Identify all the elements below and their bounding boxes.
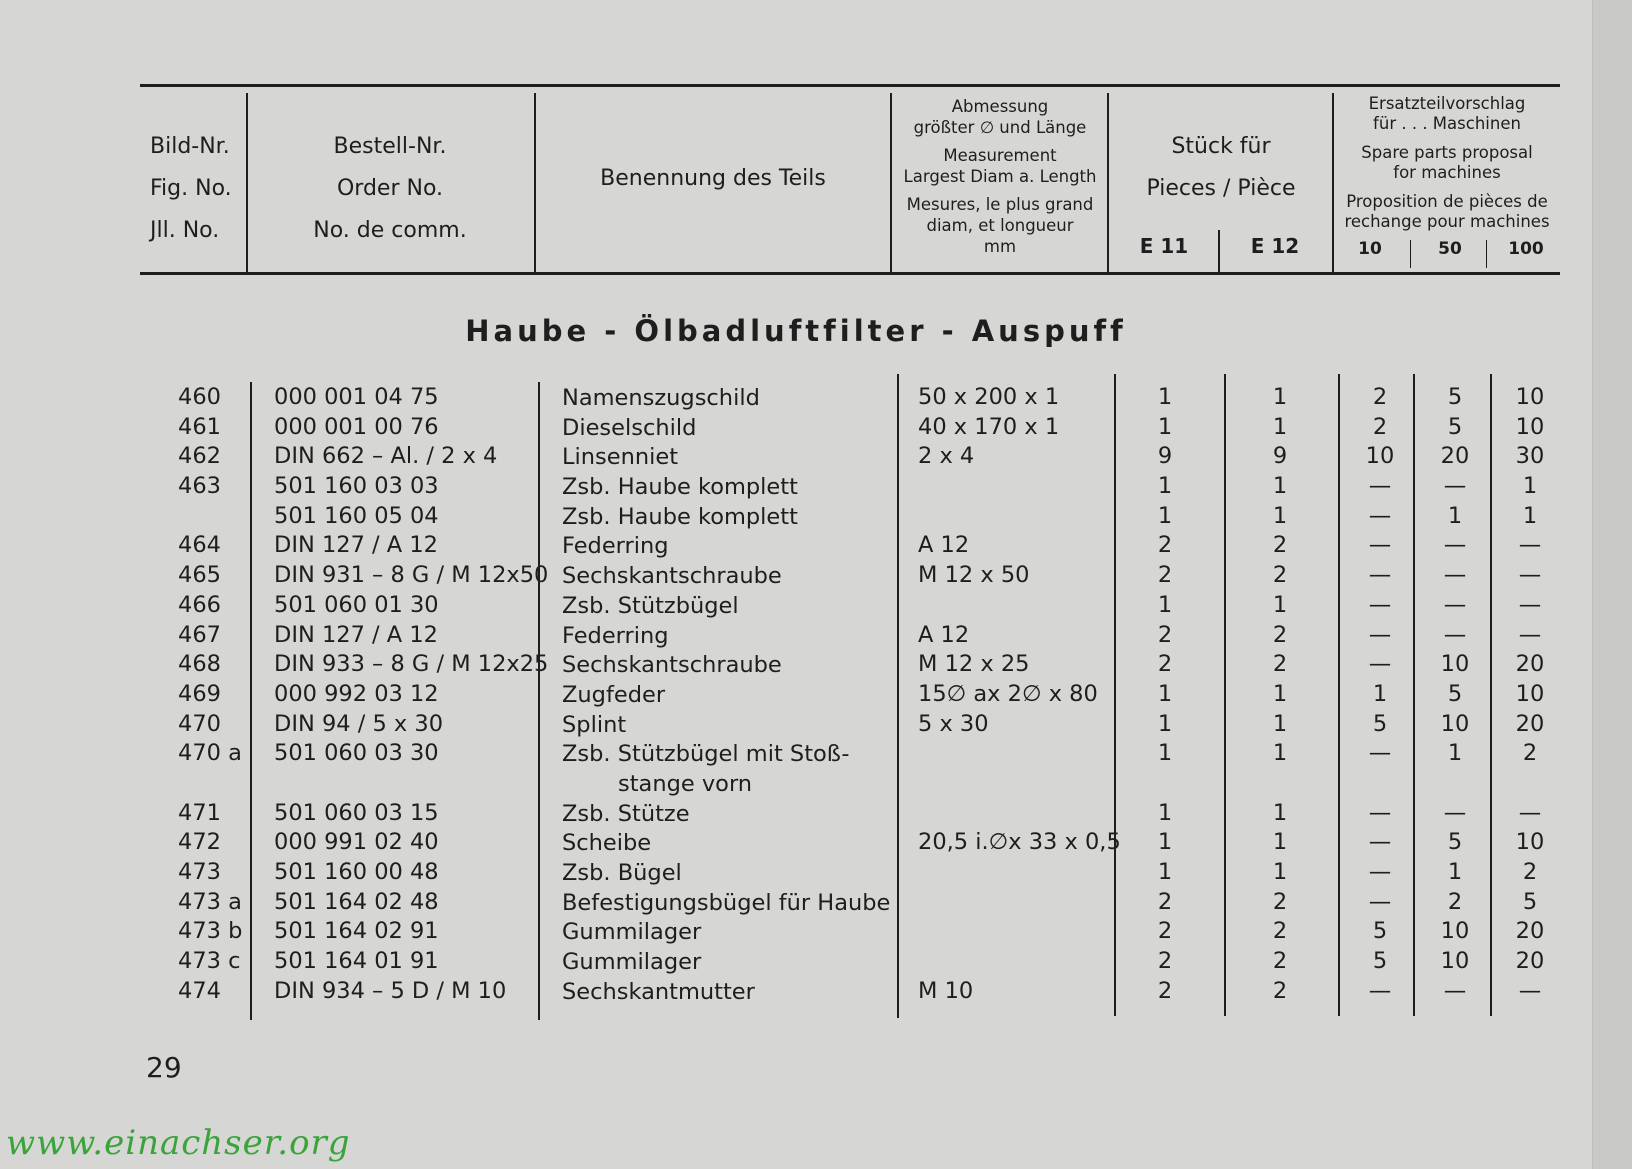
order-number: 000 001 04 75 (274, 384, 439, 410)
order-number: DIN 94 / 5 x 30 (274, 710, 444, 737)
header-fig-no-en: Fig. No. (150, 176, 232, 201)
header-dimension-line: Abmessung (951, 97, 1049, 116)
header-divider (1486, 240, 1487, 268)
spare-100: — (1518, 591, 1542, 618)
spare-50: 5 (1447, 413, 1463, 440)
spare-100: 2 (1522, 740, 1538, 767)
qty-e12: 1 (1272, 680, 1288, 707)
order-number: 501 060 01 30 (274, 591, 439, 618)
spare-10: — (1368, 532, 1392, 559)
header-fig-no-de: Bild-Nr. (150, 134, 230, 159)
fig-number: 464 (178, 532, 221, 559)
fig-number: 471 (178, 799, 221, 826)
qty-e12: 2 (1272, 918, 1288, 945)
qty-e11: 1 (1157, 680, 1173, 707)
spare-50: 1 (1447, 740, 1463, 767)
spare-10: 5 (1372, 918, 1388, 945)
part-name (562, 473, 798, 503)
table-row (0, 829, 1600, 859)
part-name-line: Sechskantschraube (562, 563, 782, 590)
part-name-line: Federring (562, 533, 669, 560)
watermark: www.einachser.org (6, 1123, 351, 1163)
part-name-line: Zsb. Stütze (562, 800, 690, 827)
page-number: 29 (146, 1051, 182, 1084)
qty-e12: 1 (1272, 710, 1288, 737)
part-name-line: stange vorn (618, 770, 753, 797)
spare-100: 20 (1515, 651, 1545, 678)
table-row (0, 592, 1600, 622)
qty-e12: 1 (1272, 502, 1288, 529)
spare-50: 5 (1447, 384, 1463, 410)
part-name-line: Dieselschild (562, 414, 697, 441)
spare-10: — (1368, 591, 1392, 618)
fig-number: 474 (178, 977, 221, 1004)
fig-number: 468 (178, 651, 221, 678)
spare-10: 5 (1372, 948, 1388, 975)
dimension: 20,5 i.∅x 33 x 0,5 (918, 829, 1121, 856)
table-row (0, 562, 1600, 592)
qty-e12: 1 (1272, 473, 1288, 500)
fig-number: 469 (178, 680, 221, 707)
spare-50: — (1443, 621, 1467, 648)
part-name-line: Zsb. Stützbügel (562, 592, 739, 619)
part-name-line: Scheibe (562, 830, 652, 857)
spare-10: 2 (1372, 384, 1388, 410)
part-name (562, 948, 701, 978)
qty-e12: 9 (1272, 443, 1288, 470)
qty-e12: 2 (1272, 888, 1288, 915)
part-name (562, 443, 678, 473)
part-name-line: Zugfeder (562, 681, 666, 708)
order-number: 501 164 01 91 (274, 948, 439, 975)
spare-10: — (1368, 562, 1392, 589)
parts-table (0, 384, 1600, 1007)
part-name-line: Splint (562, 711, 627, 738)
header-spare-line: rechange pour machines (1344, 212, 1550, 231)
spare-10: — (1368, 502, 1392, 529)
header-spare-100: 100 (1508, 239, 1544, 259)
header-divider (1218, 230, 1220, 272)
order-number: DIN 934 – 5 D / M 10 (274, 977, 507, 1004)
qty-e12: 2 (1272, 562, 1288, 589)
part-name (562, 384, 760, 414)
header-spare-line: für . . . Maschinen (1373, 114, 1521, 133)
table-row (0, 651, 1600, 681)
header-divider (534, 93, 536, 273)
spare-100: 10 (1515, 413, 1545, 440)
spare-10: — (1368, 888, 1392, 915)
fig-number: 460 (178, 384, 221, 410)
spare-50: — (1443, 562, 1467, 589)
table-row (0, 800, 1600, 830)
header-model-e12: E 12 (1250, 234, 1300, 258)
spare-10: — (1368, 473, 1392, 500)
dimension: 15∅ ax 2∅ x 80 (918, 680, 1098, 707)
spare-100: — (1518, 562, 1542, 589)
header-pieces-de: Stück für (1171, 134, 1271, 159)
part-name-line: Zsb. Haube komplett (562, 474, 798, 501)
part-name-line: Federring (562, 622, 669, 649)
fig-number: 473 a (178, 888, 242, 915)
section-title: Haube - Ölbadluftfilter - Auspuff (465, 314, 1127, 348)
header-model-e11: E 11 (1139, 234, 1189, 258)
order-number: DIN 127 / A 12 (274, 621, 438, 648)
qty-e11: 1 (1157, 473, 1173, 500)
fig-number: 473 (178, 859, 221, 886)
dimension: M 12 x 25 (918, 651, 1030, 678)
table-row (0, 622, 1600, 652)
spare-10: — (1368, 859, 1392, 886)
part-name-line: Linsenniet (562, 444, 679, 471)
spare-50: 20 (1440, 443, 1470, 470)
header-divider (246, 93, 248, 273)
spare-50: 10 (1440, 948, 1470, 975)
qty-e12: 1 (1272, 384, 1288, 410)
qty-e12: 2 (1272, 532, 1288, 559)
dimension: M 10 (918, 977, 974, 1004)
header-top-rule (140, 84, 1560, 87)
header-spare-line: Ersatzteilvorschlag (1368, 94, 1526, 113)
part-name (562, 622, 669, 652)
part-name-line: Befestigungsbügel für Haube (562, 889, 891, 916)
order-number: 501 160 05 04 (274, 502, 439, 529)
spare-50: 2 (1447, 888, 1463, 915)
qty-e11: 1 (1157, 413, 1173, 440)
spare-50: — (1443, 799, 1467, 826)
header-spare-line: for machines (1393, 163, 1501, 182)
part-name-line: Gummilager (562, 949, 702, 976)
part-name-line: Namenszugschild (562, 385, 760, 411)
qty-e12: 1 (1272, 740, 1288, 767)
spare-100: 20 (1515, 948, 1545, 975)
order-number: DIN 662 – Al. / 2 x 4 (274, 443, 498, 470)
spare-10: — (1368, 977, 1392, 1004)
fig-number: 472 (178, 829, 221, 856)
fig-number: 470 a (178, 740, 242, 767)
qty-e12: 2 (1272, 948, 1288, 975)
table-row (0, 948, 1600, 978)
part-name (562, 889, 890, 919)
order-number: 000 991 02 40 (274, 829, 439, 856)
qty-e11: 2 (1157, 948, 1173, 975)
dimension: A 12 (918, 621, 970, 648)
spare-50: 5 (1447, 829, 1463, 856)
table-row (0, 889, 1600, 919)
dimension: 40 x 170 x 1 (918, 413, 1060, 440)
table-row (0, 918, 1600, 948)
header-divider (890, 93, 892, 273)
part-name (562, 800, 690, 830)
spare-100: 10 (1515, 829, 1545, 856)
fig-number: 473 c (178, 948, 241, 975)
qty-e11: 2 (1157, 562, 1173, 589)
part-name (562, 829, 651, 859)
order-number: 000 001 00 76 (274, 413, 439, 440)
spare-50: 1 (1447, 502, 1463, 529)
part-name (562, 414, 696, 444)
part-name-line: Zsb. Bügel (562, 860, 682, 887)
qty-e12: 2 (1272, 651, 1288, 678)
spare-100: 30 (1515, 443, 1545, 470)
order-number: 501 060 03 15 (274, 799, 439, 826)
part-name-line: Sechskantschraube (562, 652, 782, 679)
header-bottom-rule (140, 272, 1560, 275)
spare-100: 20 (1515, 710, 1545, 737)
spare-50: 10 (1440, 710, 1470, 737)
qty-e11: 9 (1157, 443, 1173, 470)
qty-e11: 2 (1157, 621, 1173, 648)
spare-50: — (1443, 977, 1467, 1004)
part-name (562, 740, 850, 799)
order-number: 501 164 02 91 (274, 918, 439, 945)
spare-100: — (1518, 799, 1542, 826)
order-number: 000 992 03 12 (274, 680, 439, 707)
part-name-line: Zsb. Stützbügel mit Stoß- (562, 741, 850, 768)
part-name (562, 562, 782, 592)
header-order-no (250, 126, 530, 252)
fig-number: 470 (178, 710, 221, 737)
order-number: DIN 933 – 8 G / M 12x25 (274, 651, 549, 678)
qty-e11: 1 (1157, 829, 1173, 856)
fig-number: 461 (178, 413, 221, 440)
spare-10: — (1368, 799, 1392, 826)
table-row (0, 473, 1600, 503)
order-number: 501 060 03 30 (274, 740, 439, 767)
qty-e11: 1 (1157, 591, 1173, 618)
spare-100: — (1518, 621, 1542, 648)
dimension: 50 x 200 x 1 (918, 384, 1060, 410)
qty-e11: 1 (1157, 859, 1173, 886)
qty-e11: 1 (1157, 799, 1173, 826)
spare-100: 20 (1515, 918, 1545, 945)
order-number: 501 160 00 48 (274, 859, 439, 886)
part-name (562, 918, 701, 948)
header-pieces (1110, 126, 1332, 210)
order-number: DIN 127 / A 12 (274, 532, 438, 559)
spare-50: — (1443, 473, 1467, 500)
part-name (562, 859, 682, 889)
order-number: 501 160 03 03 (274, 473, 439, 500)
table-row (0, 414, 1600, 444)
spare-100: 10 (1515, 384, 1545, 410)
header-fig-no-fr: Jll. No. (150, 218, 220, 243)
qty-e11: 1 (1157, 740, 1173, 767)
spare-10: — (1368, 740, 1392, 767)
spare-50: 10 (1440, 918, 1470, 945)
header-dimension-line: mm (983, 237, 1017, 256)
header-divider (1332, 93, 1334, 273)
order-number: 501 164 02 48 (274, 888, 439, 915)
order-number: DIN 931 – 8 G / M 12x50 (274, 562, 549, 589)
spare-100: 10 (1515, 680, 1545, 707)
header-pieces-en-fr: Pieces / Pièce (1146, 176, 1296, 201)
table-row (0, 443, 1600, 473)
part-name-line: Zsb. Haube komplett (562, 503, 798, 530)
header-dimension-line: größter ∅ und Länge (913, 118, 1087, 137)
qty-e12: 2 (1272, 977, 1288, 1004)
header-order-no-fr: No. de comm. (313, 218, 467, 243)
part-name (562, 651, 782, 681)
spare-100: 1 (1522, 502, 1538, 529)
qty-e11: 1 (1157, 502, 1173, 529)
spare-10: 10 (1365, 443, 1395, 470)
spare-10: — (1368, 829, 1392, 856)
header-dimension-line: diam, et longueur (926, 216, 1074, 235)
spare-50: — (1443, 532, 1467, 559)
fig-number: 467 (178, 621, 221, 648)
qty-e12: 1 (1272, 829, 1288, 856)
qty-e12: 2 (1272, 621, 1288, 648)
dimension: 5 x 30 (918, 710, 989, 737)
header-fig-no (150, 126, 232, 252)
table-row (0, 532, 1600, 562)
qty-e12: 1 (1272, 859, 1288, 886)
spare-100: — (1518, 977, 1542, 1004)
header-dimension-line: Mesures, le plus grand (906, 195, 1094, 214)
dimension: 2 x 4 (918, 443, 975, 470)
spare-50: 1 (1447, 859, 1463, 886)
fig-number: 462 (178, 443, 221, 470)
header-dimension (893, 96, 1107, 257)
qty-e11: 1 (1157, 384, 1173, 410)
table-row (0, 978, 1600, 1008)
header-dimension-line: Measurement (943, 146, 1057, 165)
qty-e11: 2 (1157, 918, 1173, 945)
table-row (0, 681, 1600, 711)
part-name-line: Gummilager (562, 919, 702, 946)
spare-10: 2 (1372, 413, 1388, 440)
table-row (0, 503, 1600, 533)
header-part-name: Benennung des Teils (600, 166, 826, 191)
qty-e11: 2 (1157, 532, 1173, 559)
part-name (562, 532, 669, 562)
dimension: A 12 (918, 532, 970, 559)
header-divider (1410, 240, 1411, 268)
qty-e11: 1 (1157, 710, 1173, 737)
part-name (562, 503, 798, 533)
part-name (562, 978, 755, 1008)
spare-50: 5 (1447, 680, 1463, 707)
table-row (0, 384, 1600, 414)
fig-number: 465 (178, 562, 221, 589)
spare-10: — (1368, 651, 1392, 678)
spare-100: — (1518, 532, 1542, 559)
spare-100: 5 (1522, 888, 1538, 915)
part-name (562, 592, 739, 622)
qty-e11: 2 (1157, 977, 1173, 1004)
header-spare-50: 50 (1438, 239, 1462, 259)
qty-e11: 2 (1157, 888, 1173, 915)
part-name-line: Sechskantmutter (562, 978, 755, 1005)
header-spare-line: Spare parts proposal (1361, 143, 1533, 162)
spare-50: — (1443, 591, 1467, 618)
qty-e11: 2 (1157, 651, 1173, 678)
qty-e12: 1 (1272, 413, 1288, 440)
header-spare-10: 10 (1358, 239, 1382, 259)
part-name (562, 681, 665, 711)
spare-10: 1 (1372, 680, 1388, 707)
table-row (0, 859, 1600, 889)
fig-number: 473 b (178, 918, 243, 945)
header-spare-line: Proposition de pièces de (1346, 192, 1548, 211)
qty-e12: 1 (1272, 591, 1288, 618)
fig-number: 463 (178, 473, 221, 500)
spare-10: 5 (1372, 710, 1388, 737)
table-row (0, 740, 1600, 799)
header-order-no-de: Bestell-Nr. (333, 134, 447, 159)
spare-100: 1 (1522, 473, 1538, 500)
fig-number: 466 (178, 591, 221, 618)
spare-50: 10 (1440, 651, 1470, 678)
part-name (562, 711, 626, 741)
qty-e12: 1 (1272, 799, 1288, 826)
header-dimension-line: Largest Diam a. Length (903, 167, 1097, 186)
header-spare-parts (1336, 94, 1558, 232)
dimension: M 12 x 50 (918, 562, 1030, 589)
header-order-no-en: Order No. (336, 176, 444, 201)
spare-100: 2 (1522, 859, 1538, 886)
header-divider (1107, 93, 1109, 273)
spare-10: — (1368, 621, 1392, 648)
table-row (0, 711, 1600, 741)
